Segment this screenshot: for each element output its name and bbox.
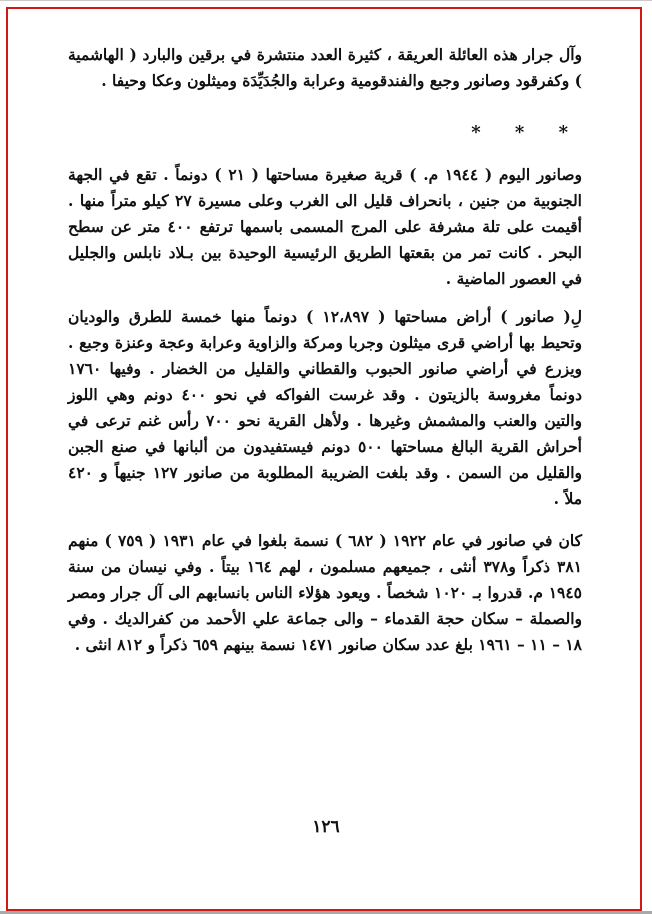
section-separator: * * *	[471, 122, 582, 143]
paragraph-sanur-population: كان في صانور في عام ١٩٢٢ ( ٦٨٢ ) نسمة بلغوا في عام ١٩٣١ ( ٧٥٩ ) منهم ٣٨١ ذكراً و٣٧٨ أنثى ، جميعهم مسلمون ، لهم ١٦٤ بيتاً . وفي نيسان من سنة ١٩٤٥ م. قدروا بـ ١٠٢٠ شخصاً . ويعود هؤلاء الناس بانسابهم الى آل جرار ومصر والصملة – سكان حجة القدماء – والى جماعة علي الأحمد من كفرالديك . وفي ١٨ – ١١ – ١٩٦١ بلغ عدد سكان صانور ١٤٧١ نسمة بينهم ٦٥٩ ذكراً و ٨١٢ انثى .	[68, 531, 583, 654]
paragraph-sanur-lands: لِ( صانور ) أراض مساحتها ( ١٢،٨٩٧ ) دونماً منها خمسة للطرق والوديان وتحيط بها أراضي قرى ميثلون وجربا ومركة والزاوية وعرابة وعجة وعنزة وجبع . ويزرع في أراضي صانور الحبوب والقطاني والقليل من الخضار . وفيها ١٧٦٠ دونماً مغروسة بالزيتون . وقد غرست الفواكه في نحو ٤٠٠ دونم وهي اللوز والتين والعنب والمشمش وغيرها . ولأهل القرية نحو ٧٠٠ رأس غنم ترعى في أحراش القرية البالغ مساحتها ٥٠٠ دونم فيستفيدون من ألبانها في صنع الجبن والقليل من السمن . وقد بلغت الضريبة المطلوبة من صانور ١٢٧ جنيهاً و ٤٢٠ ملاً .	[68, 307, 582, 508]
page-body	[68, 42, 582, 658]
paragraph-al-jarrar-family: وآل جرار هذه العائلة العريقة ، كثيرة العدد منتشرة في برقين والبارد ( الهاشمية ) وكفرقود وصانور وجبع والفندقومية وعرابة والجُدَيِّدَة وميثلون وعكا وحيفا .	[68, 45, 582, 90]
paragraph-sanur-today: وصانور اليوم ( ١٩٤٤ م. ) قرية صغيرة مساحتها ( ٢١ ) دونماً . تقع في الجهة الجنوبية من جنين ، بانحراف قليل الى الغرب وعلى مسيرة ٢٧ كيلو متراً منها . أقيمت على تلة مشرفة على المرج المسمى باسمها ترتفع ٤٠٠ متر عن سطح البحر . كانت تمر من بقعتها الطريق الرئيسية الوحيدة بين بـلاد نابلس والجليل في العصور الماضية .	[68, 165, 582, 288]
page-number: ١٢٦	[312, 817, 340, 837]
book-page	[6, 7, 642, 911]
